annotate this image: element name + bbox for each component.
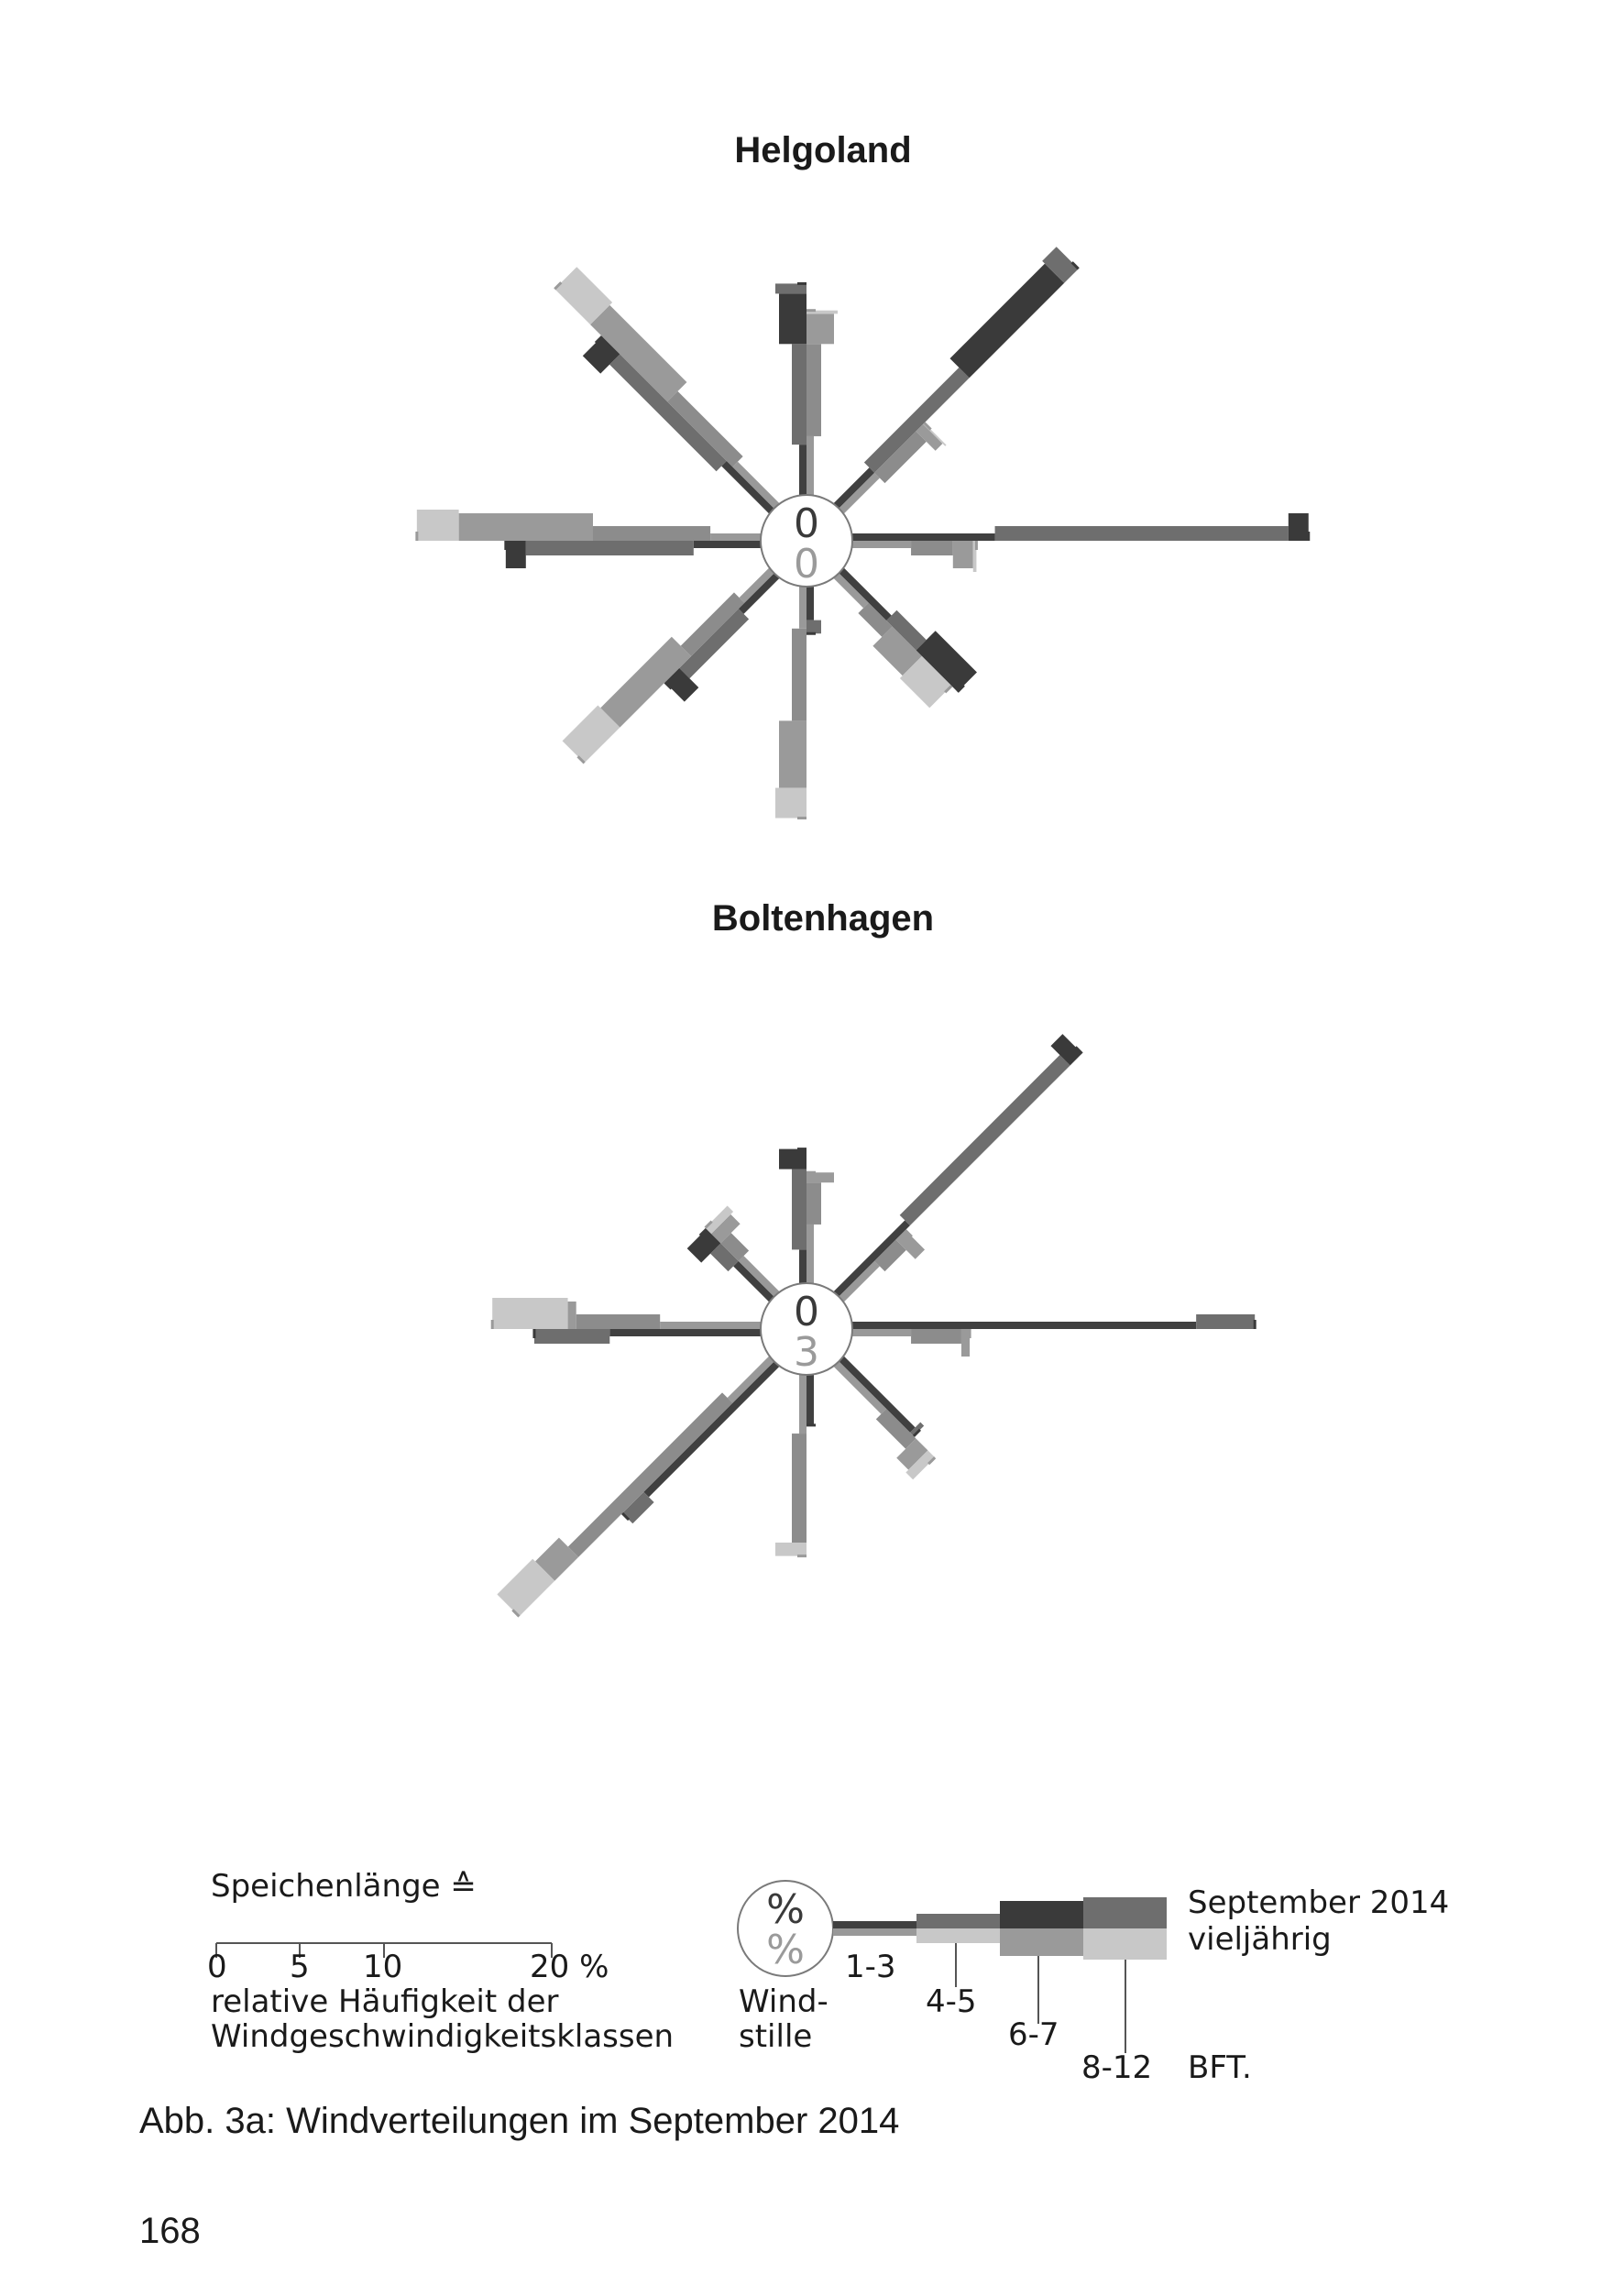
bar-current-sw-bft-1-3: [643, 1361, 779, 1497]
bar-longterm-w-bft-1-3: [660, 1322, 761, 1329]
bar-longterm-s-bft-4-5: [792, 1434, 807, 1543]
bar-current-e-bft-1-3: [852, 1322, 1196, 1329]
legend-calm-label-2: stille: [739, 2018, 813, 2055]
calm-value-longterm-boltenhagen: 3: [794, 1329, 819, 1376]
figure-caption: Abb. 3a: Windverteilungen im September 2014: [139, 2101, 900, 2141]
spoke-e: [852, 1314, 1255, 1357]
bar-longterm-e-bft-6-7: [953, 541, 973, 568]
bar-current-ne-bft-4-5: [900, 1055, 1070, 1225]
bar-current-n-bft-6-7: [779, 1149, 807, 1170]
bar-current-e-bft-4-5: [995, 526, 1289, 541]
spoke-s: [775, 1375, 816, 1556]
bar-longterm-e-bft-4-5: [911, 1329, 961, 1344]
legend-class-6-7: 6-7: [1008, 2016, 1059, 2053]
bar-current-w-bft-1-3: [609, 1329, 761, 1336]
legend-bar-longterm-4-5: [916, 1928, 1000, 1943]
bar-current-e-bft-1-3: [852, 533, 995, 541]
legend-bar-current-4-5: [916, 1914, 1000, 1928]
legend-bar-longterm-8-12: [1083, 1928, 1167, 1960]
bar-longterm-n-bft-6-7: [807, 1172, 834, 1182]
legend-bar-current-6-7: [1000, 1901, 1083, 1928]
bar-longterm-e-bft-4-5: [911, 541, 953, 555]
bar-current-ne-bft-4-5: [864, 368, 970, 473]
bar-current-n-bft-4-5: [792, 344, 807, 445]
legend-calm-label-1: Wind-: [739, 1983, 828, 2020]
spoke-se: [817, 554, 977, 714]
calm-value-current-boltenhagen: 0: [794, 1289, 819, 1335]
bar-longterm-e-bft-1-3: [852, 1329, 911, 1336]
bar-longterm-se-bft-1-3: [834, 1361, 886, 1413]
bar-longterm-n-bft-4-5: [807, 1182, 821, 1225]
spoke-sw: [563, 551, 794, 782]
spoke-nw: [535, 267, 796, 528]
bar-longterm-sw-bft-4-5: [568, 1392, 733, 1557]
legend-tick-0: 0: [207, 1949, 227, 1985]
spoke-e: [852, 513, 1309, 572]
bar-longterm-n-bft-6-7: [807, 313, 834, 344]
bar-current-ne-bft-6-7: [949, 264, 1064, 379]
calm-value-current-helgoland: 0: [794, 500, 819, 547]
wind-rose-helgoland: [417, 247, 1309, 818]
bar-longterm-nw-bft-1-3: [732, 462, 779, 509]
bar-longterm-e-bft-1-3: [852, 541, 911, 548]
bar-current-s-bft-1-3: [807, 1375, 814, 1425]
bar-longterm-s-bft-1-3: [799, 1375, 807, 1434]
legend-unit: BFT.: [1188, 2049, 1252, 2086]
bar-longterm-w-bft-8-12: [492, 1298, 567, 1329]
bar-longterm-s-bft-8-12: [775, 788, 807, 818]
bar-longterm-w-bft-6-7: [459, 513, 593, 541]
legend-scale-desc-1: relative Häufigkeit der: [211, 1983, 559, 2020]
legend-bar-current-1-3: [833, 1921, 916, 1928]
bar-current-nw-bft-1-3: [721, 461, 774, 513]
spoke-w: [417, 510, 761, 568]
bar-current-n-bft-8-12: [775, 283, 807, 293]
legend-class-4-5: 4-5: [926, 1983, 977, 2020]
spoke-s: [775, 587, 821, 818]
chart-title-helgoland: Helgoland: [734, 130, 912, 170]
legend-bar-longterm-1-3: [833, 1928, 916, 1936]
spoke-n: [775, 283, 838, 495]
bar-longterm-s-bft-8-12: [775, 1543, 807, 1556]
bar-longterm-n-bft-4-5: [807, 344, 821, 436]
spoke-se: [817, 1351, 945, 1479]
bar-current-s-bft-1-3: [807, 587, 814, 621]
bar-longterm-sw-bft-1-3: [728, 1357, 774, 1403]
legend-bar-longterm-6-7: [1000, 1928, 1083, 1956]
wind-rose-boltenhagen: [492, 1034, 1255, 1627]
bar-longterm-s-bft-6-7: [779, 720, 807, 787]
legend-calm-symbol-longterm: %: [766, 1927, 805, 1973]
legend-scale-desc-2: Windgeschwindigkeitsklassen: [211, 2018, 675, 2055]
bar-longterm-w-bft-1-3: [710, 533, 761, 541]
bar-longterm-s-bft-1-3: [799, 587, 807, 629]
bar-current-w-bft-4-5: [534, 1329, 609, 1344]
chart-title-boltenhagen: Boltenhagen: [711, 898, 935, 939]
spoke-sw: [497, 1339, 785, 1627]
legend-tick-5: 5: [290, 1949, 310, 1985]
bar-current-n-bft-6-7: [779, 293, 807, 344]
legend-bar-current-8-12: [1083, 1897, 1167, 1928]
legend-class-1-3: 1-3: [845, 1949, 896, 1985]
legend-tick-20: 20 %: [530, 1949, 609, 1985]
legend-class-8-12: 8-12: [1081, 2049, 1153, 2086]
legend-series-current: September 2014: [1188, 1884, 1450, 1921]
bar-current-e-bft-4-5: [1196, 1314, 1255, 1329]
bar-current-w-bft-6-7: [506, 541, 526, 568]
spoke-ne: [817, 247, 1100, 530]
legend-scale-title: Speichenlänge ≙: [211, 1868, 477, 1905]
bar-current-w-bft-1-3: [694, 541, 761, 548]
bar-current-n-bft-1-3: [799, 1249, 807, 1283]
bar-current-n-bft-1-3: [799, 445, 807, 495]
bar-current-se-bft-1-3: [839, 1357, 915, 1433]
bar-longterm-w-bft-6-7: [568, 1302, 576, 1329]
page-number: 168: [139, 2211, 201, 2251]
legend-tick-10: 10: [363, 1949, 403, 1985]
spoke-ne: [819, 1034, 1102, 1316]
legend-calm-symbol-current: %: [766, 1886, 805, 1933]
bar-longterm-w-bft-8-12: [417, 510, 459, 541]
bar-current-w-bft-4-5: [526, 541, 694, 555]
bar-current-n-bft-4-5: [792, 1170, 807, 1250]
bar-longterm-n-bft-1-3: [807, 1225, 814, 1283]
bar-current-ne-bft-1-3: [834, 1220, 910, 1296]
calm-value-longterm-helgoland: 0: [794, 541, 819, 588]
spoke-w: [492, 1298, 761, 1344]
bar-longterm-s-bft-4-5: [792, 629, 807, 721]
spoke-n: [779, 1149, 834, 1283]
bar-current-s-bft-4-5: [807, 621, 821, 634]
bar-current-e-bft-6-7: [1289, 513, 1309, 541]
legend-series-longterm: vieljährig: [1188, 1921, 1332, 1958]
bar-longterm-w-bft-4-5: [593, 526, 710, 541]
bar-longterm-w-bft-4-5: [576, 1314, 661, 1329]
bar-longterm-n-bft-1-3: [807, 436, 814, 495]
